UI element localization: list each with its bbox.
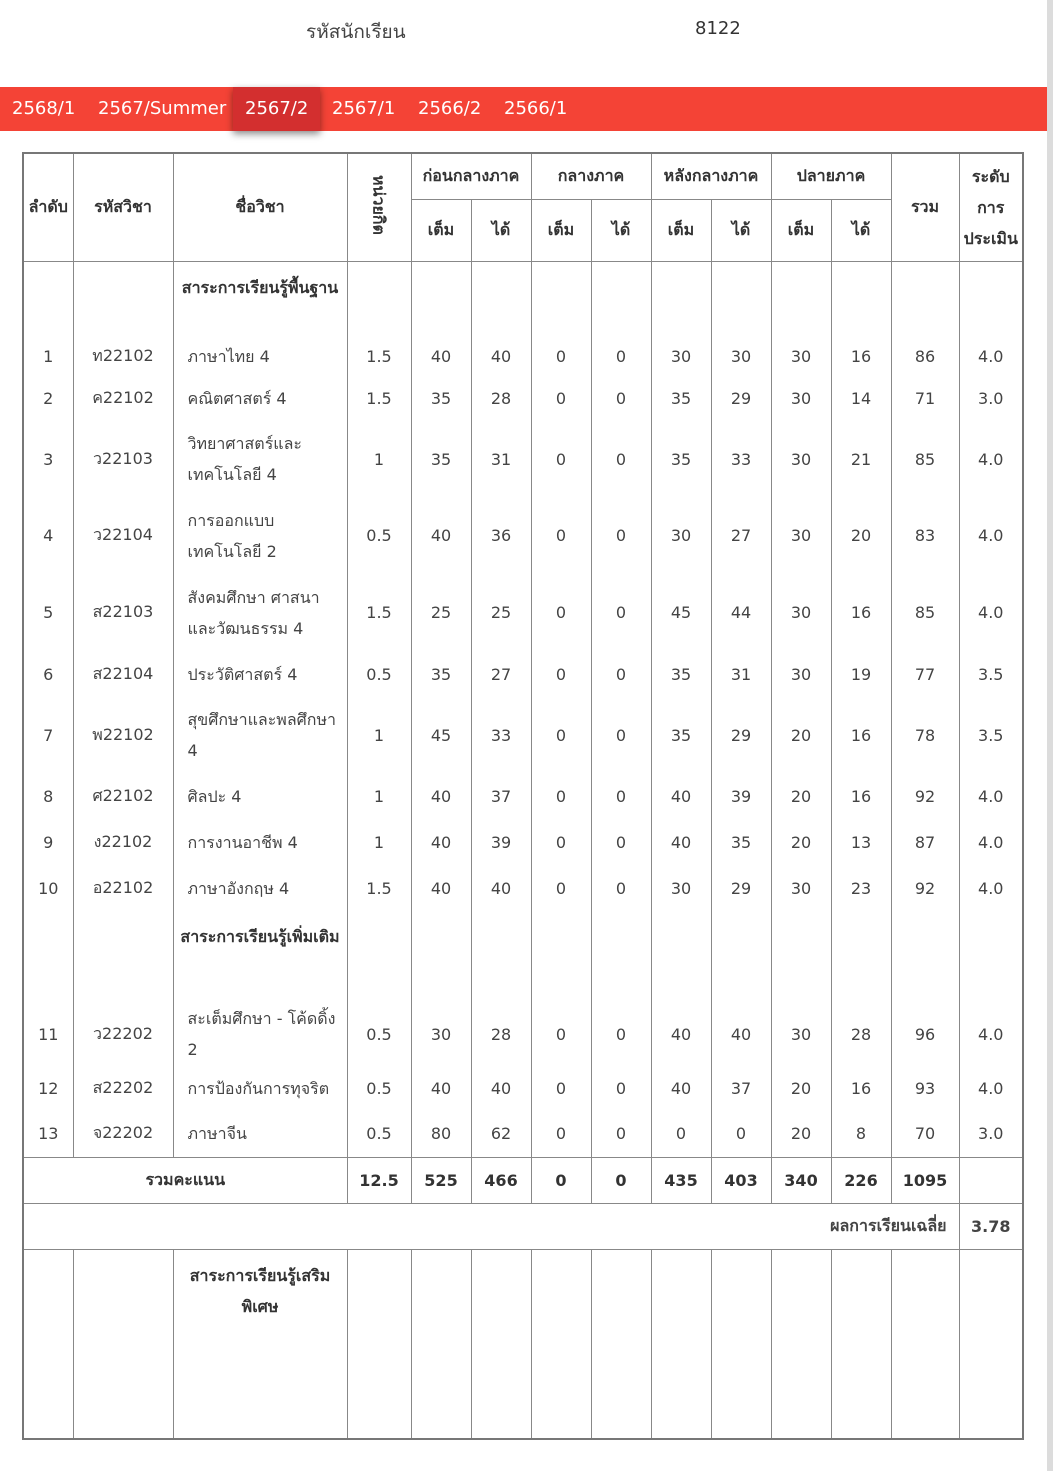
cell-subject-name: การออกแบบเทคโนโลยี 2: [173, 497, 347, 574]
cell-premid-full: 40: [411, 497, 471, 574]
cell-mid-full: 0: [531, 819, 591, 865]
cell-grade: 4.0: [959, 819, 1023, 865]
cell-postmid-got: 29: [711, 697, 771, 773]
table-row: [23, 375, 1023, 421]
cell-postmid-full: 40: [651, 819, 711, 865]
tab-2566-2[interactable]: 2566/2: [418, 98, 482, 119]
semester-tab-bar: [0, 87, 1047, 131]
category-additional: สาระการเรียนรู้เพิ่มเติม: [173, 911, 347, 1003]
cell-mid-full: 0: [531, 865, 591, 911]
cell-credit: 1.5: [347, 337, 411, 375]
cell-grade: 3.0: [959, 375, 1023, 421]
cell-premid-full: 40: [411, 865, 471, 911]
special-row: [23, 1249, 1023, 1439]
cell-postmid-full: 35: [651, 697, 711, 773]
cell-postmid-got: 44: [711, 574, 771, 651]
sum-final-full: 340: [771, 1157, 831, 1203]
cell-premid-got: 28: [471, 375, 531, 421]
cell-subject-name: การป้องกันการทุจริต: [173, 1065, 347, 1111]
cell-final-full: 20: [771, 697, 831, 773]
header-grade: ระดับการประเมิน: [959, 153, 1023, 261]
table-row: [23, 651, 1023, 697]
header-full: เต็ม: [771, 199, 831, 261]
header-total: รวม: [891, 153, 959, 261]
page-scrollbar[interactable]: [1047, 0, 1053, 1471]
cell-mid-full: 0: [531, 651, 591, 697]
cell-final-got: 28: [831, 1003, 891, 1065]
cell-code: ส22103: [73, 574, 173, 651]
cell-final-got: 14: [831, 375, 891, 421]
cell-mid-full: 0: [531, 375, 591, 421]
cell-no: 4: [23, 497, 73, 574]
student-info: [0, 0, 1053, 60]
cell-total: 87: [891, 819, 959, 865]
cell-mid-full: 0: [531, 574, 591, 651]
cell-grade: 3.5: [959, 651, 1023, 697]
cell-subject-name: สะเต็มศึกษา - โค้ดดิ้ง 2: [173, 1003, 347, 1065]
tab-2567-2[interactable]: 2567/2: [233, 87, 320, 131]
cell-code: พ22102: [73, 697, 173, 773]
cell-postmid-got: 33: [711, 421, 771, 497]
table-row: [23, 337, 1023, 375]
gpa-row: [23, 1203, 1023, 1249]
cell-total: 96: [891, 1003, 959, 1065]
cell-postmid-full: 35: [651, 375, 711, 421]
cell-postmid-got: 29: [711, 865, 771, 911]
cell-premid-full: 45: [411, 697, 471, 773]
cell-final-got: 13: [831, 819, 891, 865]
cell-premid-got: 40: [471, 337, 531, 375]
cell-final-got: 16: [831, 574, 891, 651]
table-row: [23, 819, 1023, 865]
tab-2566-1[interactable]: 2566/1: [504, 98, 568, 119]
cell-final-got: 8: [831, 1111, 891, 1157]
cell-final-got: 16: [831, 773, 891, 819]
sum-row: [23, 1157, 1023, 1203]
cell-no: 10: [23, 865, 73, 911]
cell-grade: 4.0: [959, 574, 1023, 651]
cell-final-full: 20: [771, 819, 831, 865]
cell-final-got: 21: [831, 421, 891, 497]
category-special: สาระการเรียนรู้เสริมพิเศษ: [173, 1249, 347, 1439]
cell-credit: 1: [347, 773, 411, 819]
cell-final-full: 30: [771, 1003, 831, 1065]
cell-total: 86: [891, 337, 959, 375]
table-row: [23, 865, 1023, 911]
cell-grade: 4.0: [959, 865, 1023, 911]
cell-mid-full: 0: [531, 773, 591, 819]
cell-final-got: 16: [831, 697, 891, 773]
cell-postmid-full: 30: [651, 497, 711, 574]
header-final: ปลายภาค: [771, 153, 891, 199]
cell-premid-got: 33: [471, 697, 531, 773]
cell-total: 77: [891, 651, 959, 697]
cell-subject-name: ประวัติศาสตร์ 4: [173, 651, 347, 697]
cell-mid-full: 0: [531, 697, 591, 773]
sum-credit: 12.5: [347, 1157, 411, 1203]
cell-code: ว22103: [73, 421, 173, 497]
category-basic: สาระการเรียนรู้พื้นฐาน: [173, 261, 347, 337]
header-credit-text: หน่วยกิต: [369, 175, 389, 236]
header-postmid: หลังกลางภาค: [651, 153, 771, 199]
cell-code: ว22104: [73, 497, 173, 574]
cell-credit: 0.5: [347, 1065, 411, 1111]
cell-subject-name: ศิลปะ 4: [173, 773, 347, 819]
cell-mid-full: 0: [531, 1003, 591, 1065]
cell-mid-got: 0: [591, 697, 651, 773]
cell-total: 85: [891, 421, 959, 497]
cell-final-got: 20: [831, 497, 891, 574]
cell-no: 12: [23, 1065, 73, 1111]
cell-final-full: 30: [771, 337, 831, 375]
cell-no: 7: [23, 697, 73, 773]
cell-final-got: 16: [831, 337, 891, 375]
cell-subject-name: คณิตศาสตร์ 4: [173, 375, 347, 421]
cell-mid-got: 0: [591, 1065, 651, 1111]
cell-grade: 4.0: [959, 337, 1023, 375]
cell-no: 11: [23, 1003, 73, 1065]
cell-no: 6: [23, 651, 73, 697]
cell-subject-name: ภาษาจีน: [173, 1111, 347, 1157]
header-credit: [347, 153, 411, 261]
header-got: ได้: [711, 199, 771, 261]
cell-grade: 4.0: [959, 497, 1023, 574]
cell-code: ท22102: [73, 337, 173, 375]
cell-credit: 1.5: [347, 865, 411, 911]
cell-mid-full: 0: [531, 497, 591, 574]
cell-credit: 0.5: [347, 1111, 411, 1157]
cell-final-got: 23: [831, 865, 891, 911]
cell-postmid-full: 35: [651, 651, 711, 697]
cell-code: จ22202: [73, 1111, 173, 1157]
cell-premid-got: 40: [471, 1065, 531, 1111]
cell-total: 85: [891, 574, 959, 651]
cell-premid-got: 28: [471, 1003, 531, 1065]
tab-2567-1[interactable]: 2567/1: [332, 98, 396, 119]
cell-grade: 4.0: [959, 773, 1023, 819]
cell-final-got: 19: [831, 651, 891, 697]
header-premid: ก่อนกลางภาค: [411, 153, 531, 199]
cell-no: 13: [23, 1111, 73, 1157]
cell-mid-got: 0: [591, 337, 651, 375]
gpa-value: 3.78: [959, 1203, 1023, 1249]
cell-no: 1: [23, 337, 73, 375]
header-full: เต็ม: [651, 199, 711, 261]
rows-additional: [23, 1003, 1023, 1157]
cell-premid-got: 27: [471, 651, 531, 697]
sum-postmid-got: 403: [711, 1157, 771, 1203]
cell-premid-full: 40: [411, 337, 471, 375]
cell-credit: 1.5: [347, 574, 411, 651]
cell-subject-name: ภาษาไทย 4: [173, 337, 347, 375]
cell-grade: 3.5: [959, 697, 1023, 773]
cell-final-full: 30: [771, 421, 831, 497]
table-row: [23, 1111, 1023, 1157]
cell-grade: 4.0: [959, 421, 1023, 497]
table-row: [23, 574, 1023, 651]
cell-final-got: 16: [831, 1065, 891, 1111]
cell-total: 70: [891, 1111, 959, 1157]
sum-grade-empty: [959, 1157, 1023, 1203]
cell-grade: 3.0: [959, 1111, 1023, 1157]
cell-final-full: 30: [771, 497, 831, 574]
cell-total: 93: [891, 1065, 959, 1111]
cell-postmid-got: 30: [711, 337, 771, 375]
cell-code: ศ22102: [73, 773, 173, 819]
cell-premid-got: 62: [471, 1111, 531, 1157]
cell-credit: 1: [347, 819, 411, 865]
cell-mid-full: 0: [531, 1065, 591, 1111]
cell-subject-name: การงานอาชีพ 4: [173, 819, 347, 865]
cell-final-full: 20: [771, 773, 831, 819]
cell-total: 92: [891, 865, 959, 911]
cell-code: ง22102: [73, 819, 173, 865]
cell-grade: 4.0: [959, 1065, 1023, 1111]
cell-mid-full: 0: [531, 337, 591, 375]
cell-premid-full: 35: [411, 421, 471, 497]
cell-total: 71: [891, 375, 959, 421]
cell-premid-full: 40: [411, 773, 471, 819]
sum-premid-got: 466: [471, 1157, 531, 1203]
cell-premid-got: 37: [471, 773, 531, 819]
cell-credit: 0.5: [347, 651, 411, 697]
cell-credit: 1: [347, 697, 411, 773]
cell-postmid-full: 40: [651, 1003, 711, 1065]
table-row: [23, 497, 1023, 574]
gpa-label: ผลการเรียนเฉลี่ย: [23, 1203, 959, 1249]
cell-final-full: 30: [771, 865, 831, 911]
student-id-value: 8122: [695, 18, 741, 39]
cell-no: 8: [23, 773, 73, 819]
grade-table: [22, 152, 1024, 1440]
header-full: เต็ม: [411, 199, 471, 261]
table-row: [23, 421, 1023, 497]
cell-mid-got: 0: [591, 497, 651, 574]
cell-subject-name: สุขศึกษาและพลศึกษา 4: [173, 697, 347, 773]
cell-final-full: 30: [771, 375, 831, 421]
cell-premid-got: 40: [471, 865, 531, 911]
cell-mid-got: 0: [591, 375, 651, 421]
header-name: ชื่อวิชา: [173, 153, 347, 261]
cell-no: 9: [23, 819, 73, 865]
tab-2567-summer[interactable]: 2567/Summer: [98, 98, 227, 119]
table-summary: [23, 1157, 1023, 1439]
cell-final-full: 30: [771, 651, 831, 697]
cell-postmid-full: 40: [651, 773, 711, 819]
cell-code: ส22202: [73, 1065, 173, 1111]
cell-final-full: 20: [771, 1065, 831, 1111]
cell-premid-full: 40: [411, 819, 471, 865]
table-header: [23, 153, 1023, 261]
table-body-additional: [23, 911, 1023, 1003]
cell-subject-name: สังคมศึกษา ศาสนาและวัฒนธรรม 4: [173, 574, 347, 651]
cell-postmid-full: 35: [651, 421, 711, 497]
cell-mid-got: 0: [591, 1111, 651, 1157]
table-row: [23, 773, 1023, 819]
header-no: ลำดับ: [23, 153, 73, 261]
cell-no: 2: [23, 375, 73, 421]
header-got: ได้: [831, 199, 891, 261]
cell-mid-got: 0: [591, 574, 651, 651]
cell-postmid-full: 40: [651, 1065, 711, 1111]
rows-basic: [23, 337, 1023, 911]
cell-mid-got: 0: [591, 1003, 651, 1065]
cell-premid-full: 25: [411, 574, 471, 651]
table-body-basic: [23, 261, 1023, 337]
cell-subject-name: วิทยาศาสตร์และเทคโนโลยี 4: [173, 421, 347, 497]
header-full: เต็ม: [531, 199, 591, 261]
cell-subject-name: ภาษาอังกฤษ 4: [173, 865, 347, 911]
sum-mid-got: 0: [591, 1157, 651, 1203]
cell-postmid-full: 30: [651, 865, 711, 911]
cell-premid-full: 40: [411, 1065, 471, 1111]
cell-mid-got: 0: [591, 651, 651, 697]
cell-code: ค22102: [73, 375, 173, 421]
table-row: [23, 697, 1023, 773]
cell-total: 78: [891, 697, 959, 773]
cell-postmid-got: 0: [711, 1111, 771, 1157]
cell-code: ว22202: [73, 1003, 173, 1065]
cell-mid-full: 0: [531, 421, 591, 497]
table-row: [23, 1065, 1023, 1111]
header-got: ได้: [591, 199, 651, 261]
cell-credit: 0.5: [347, 497, 411, 574]
cell-code: อ22102: [73, 865, 173, 911]
cell-postmid-got: 29: [711, 375, 771, 421]
cell-grade: 4.0: [959, 1003, 1023, 1065]
cell-credit: 0.5: [347, 1003, 411, 1065]
sum-final-got: 226: [831, 1157, 891, 1203]
cell-mid-got: 0: [591, 421, 651, 497]
cell-premid-got: 31: [471, 421, 531, 497]
cell-premid-full: 35: [411, 375, 471, 421]
cell-premid-full: 35: [411, 651, 471, 697]
cell-final-full: 30: [771, 574, 831, 651]
cell-premid-full: 80: [411, 1111, 471, 1157]
table-row: [23, 1003, 1023, 1065]
cell-premid-full: 30: [411, 1003, 471, 1065]
cell-postmid-got: 27: [711, 497, 771, 574]
scrollbar-thumb[interactable]: [1047, 0, 1053, 1471]
cell-mid-got: 0: [591, 773, 651, 819]
cell-premid-got: 39: [471, 819, 531, 865]
cell-mid-full: 0: [531, 1111, 591, 1157]
cell-mid-got: 0: [591, 865, 651, 911]
cell-postmid-full: 30: [651, 337, 711, 375]
cell-postmid-got: 31: [711, 651, 771, 697]
cell-postmid-full: 0: [651, 1111, 711, 1157]
cell-postmid-got: 35: [711, 819, 771, 865]
cell-postmid-got: 39: [711, 773, 771, 819]
cell-credit: 1: [347, 421, 411, 497]
header-got: ได้: [471, 199, 531, 261]
sum-mid-full: 0: [531, 1157, 591, 1203]
cell-premid-got: 25: [471, 574, 531, 651]
cell-total: 92: [891, 773, 959, 819]
cell-postmid-got: 37: [711, 1065, 771, 1111]
cell-premid-got: 36: [471, 497, 531, 574]
cell-postmid-got: 40: [711, 1003, 771, 1065]
cell-postmid-full: 45: [651, 574, 711, 651]
cell-credit: 1.5: [347, 375, 411, 421]
cell-total: 83: [891, 497, 959, 574]
sum-total: 1095: [891, 1157, 959, 1203]
cell-final-full: 20: [771, 1111, 831, 1157]
student-id-label: รหัสนักเรียน: [306, 21, 406, 43]
header-mid: กลางภาค: [531, 153, 651, 199]
sum-premid-full: 525: [411, 1157, 471, 1203]
cell-no: 5: [23, 574, 73, 651]
tab-2568-1[interactable]: 2568/1: [12, 98, 76, 119]
cell-code: ส22104: [73, 651, 173, 697]
header-code: รหัสวิชา: [73, 153, 173, 261]
cell-no: 3: [23, 421, 73, 497]
sum-label: รวมคะแนน: [23, 1157, 347, 1203]
cell-mid-got: 0: [591, 819, 651, 865]
sum-postmid-full: 435: [651, 1157, 711, 1203]
